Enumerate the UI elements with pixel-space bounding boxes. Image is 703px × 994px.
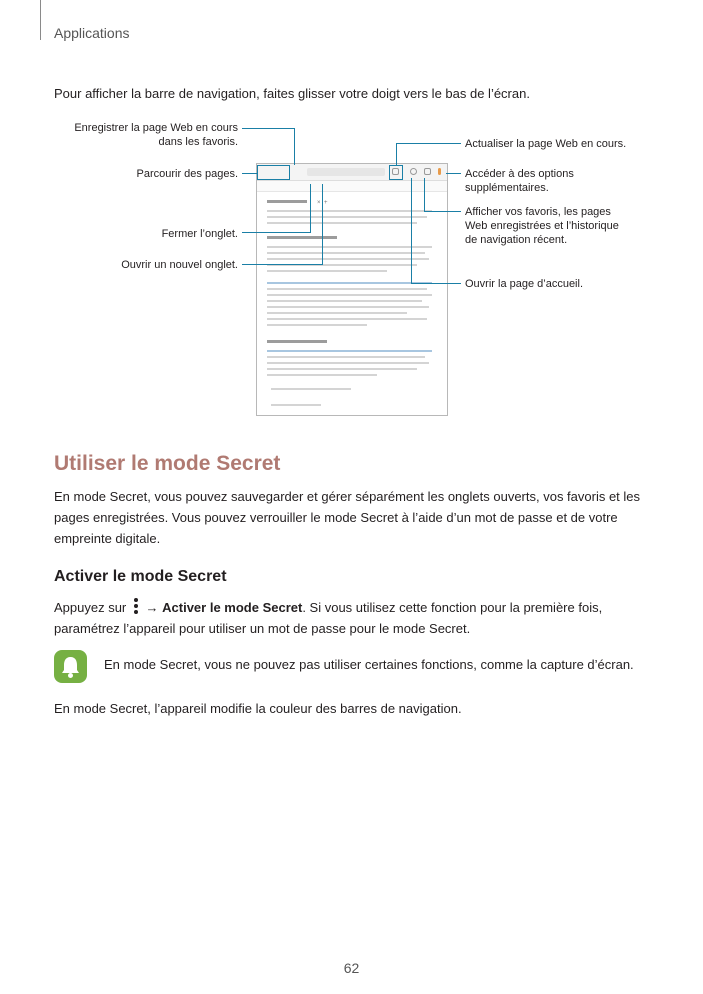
- intro-text: Pour afficher la barre de navigation, faites glisser votre doigt vers le bas de l’écran.: [54, 86, 530, 101]
- more-options-icon: [132, 598, 140, 614]
- margin-rule: [40, 0, 41, 40]
- section-body: En mode Secret, vous pouvez sauvegarder et gérer séparément les onglets ouverts, vos favoris et les pages enregistrées. Vous pouvez verrouiller le mode Secret à l’aide d’un mot de passe et de votre empreinte digitale.: [54, 489, 641, 546]
- tab-strip: [257, 181, 447, 206]
- bookmarks-icon: [424, 168, 431, 175]
- home-button-highlight: [389, 165, 403, 180]
- section-title: Utiliser le mode Secret: [54, 452, 281, 475]
- subsection-title: Activer le mode Secret: [54, 568, 227, 585]
- more-options-icon: [438, 168, 441, 175]
- callout-home: Ouvrir la page d’accueil.: [465, 278, 584, 290]
- callout-more-options: Accéder à des options supplémentaires.: [465, 168, 574, 194]
- close-tab-icon: ×: [317, 200, 321, 206]
- refresh-icon: [410, 168, 417, 175]
- callout-new-tab: Ouvrir un nouvel onglet.: [121, 259, 238, 271]
- callout-refresh: Actualiser la page Web en cours.: [465, 138, 627, 150]
- callout-browse-pages: Parcourir des pages.: [136, 168, 238, 180]
- callout-close-tab: Fermer l’onglet.: [161, 228, 238, 240]
- callout-save-bookmark: Enregistrer la page Web en cours dans les favoris.: [74, 122, 238, 148]
- subsection-body: Appuyez sur → Activer le mode Secret. Si vous utilisez cette fonction pour la première fois, paramétrez l’appareil pour utiliser un mot de passe pour le mode Secret.: [54, 600, 603, 636]
- tablet-screenshot: [256, 163, 448, 416]
- note-text: En mode Secret, vous ne pouvez pas utiliser certaines fonctions, comme la capture d’écran.: [104, 657, 634, 672]
- page-header: Applications: [54, 25, 130, 41]
- page-number: 62: [343, 960, 360, 976]
- final-paragraph: En mode Secret, l’appareil modifie la couleur des barres de navigation.: [54, 701, 462, 716]
- url-bar: [307, 168, 385, 176]
- callout-bookmarks: Afficher vos favoris, les pages Web enregistrées et l’historique de navigation récent.: [465, 206, 619, 246]
- note-bell-icon: [54, 650, 87, 683]
- nav-buttons-highlight: [257, 165, 290, 180]
- new-tab-icon: +: [324, 200, 328, 206]
